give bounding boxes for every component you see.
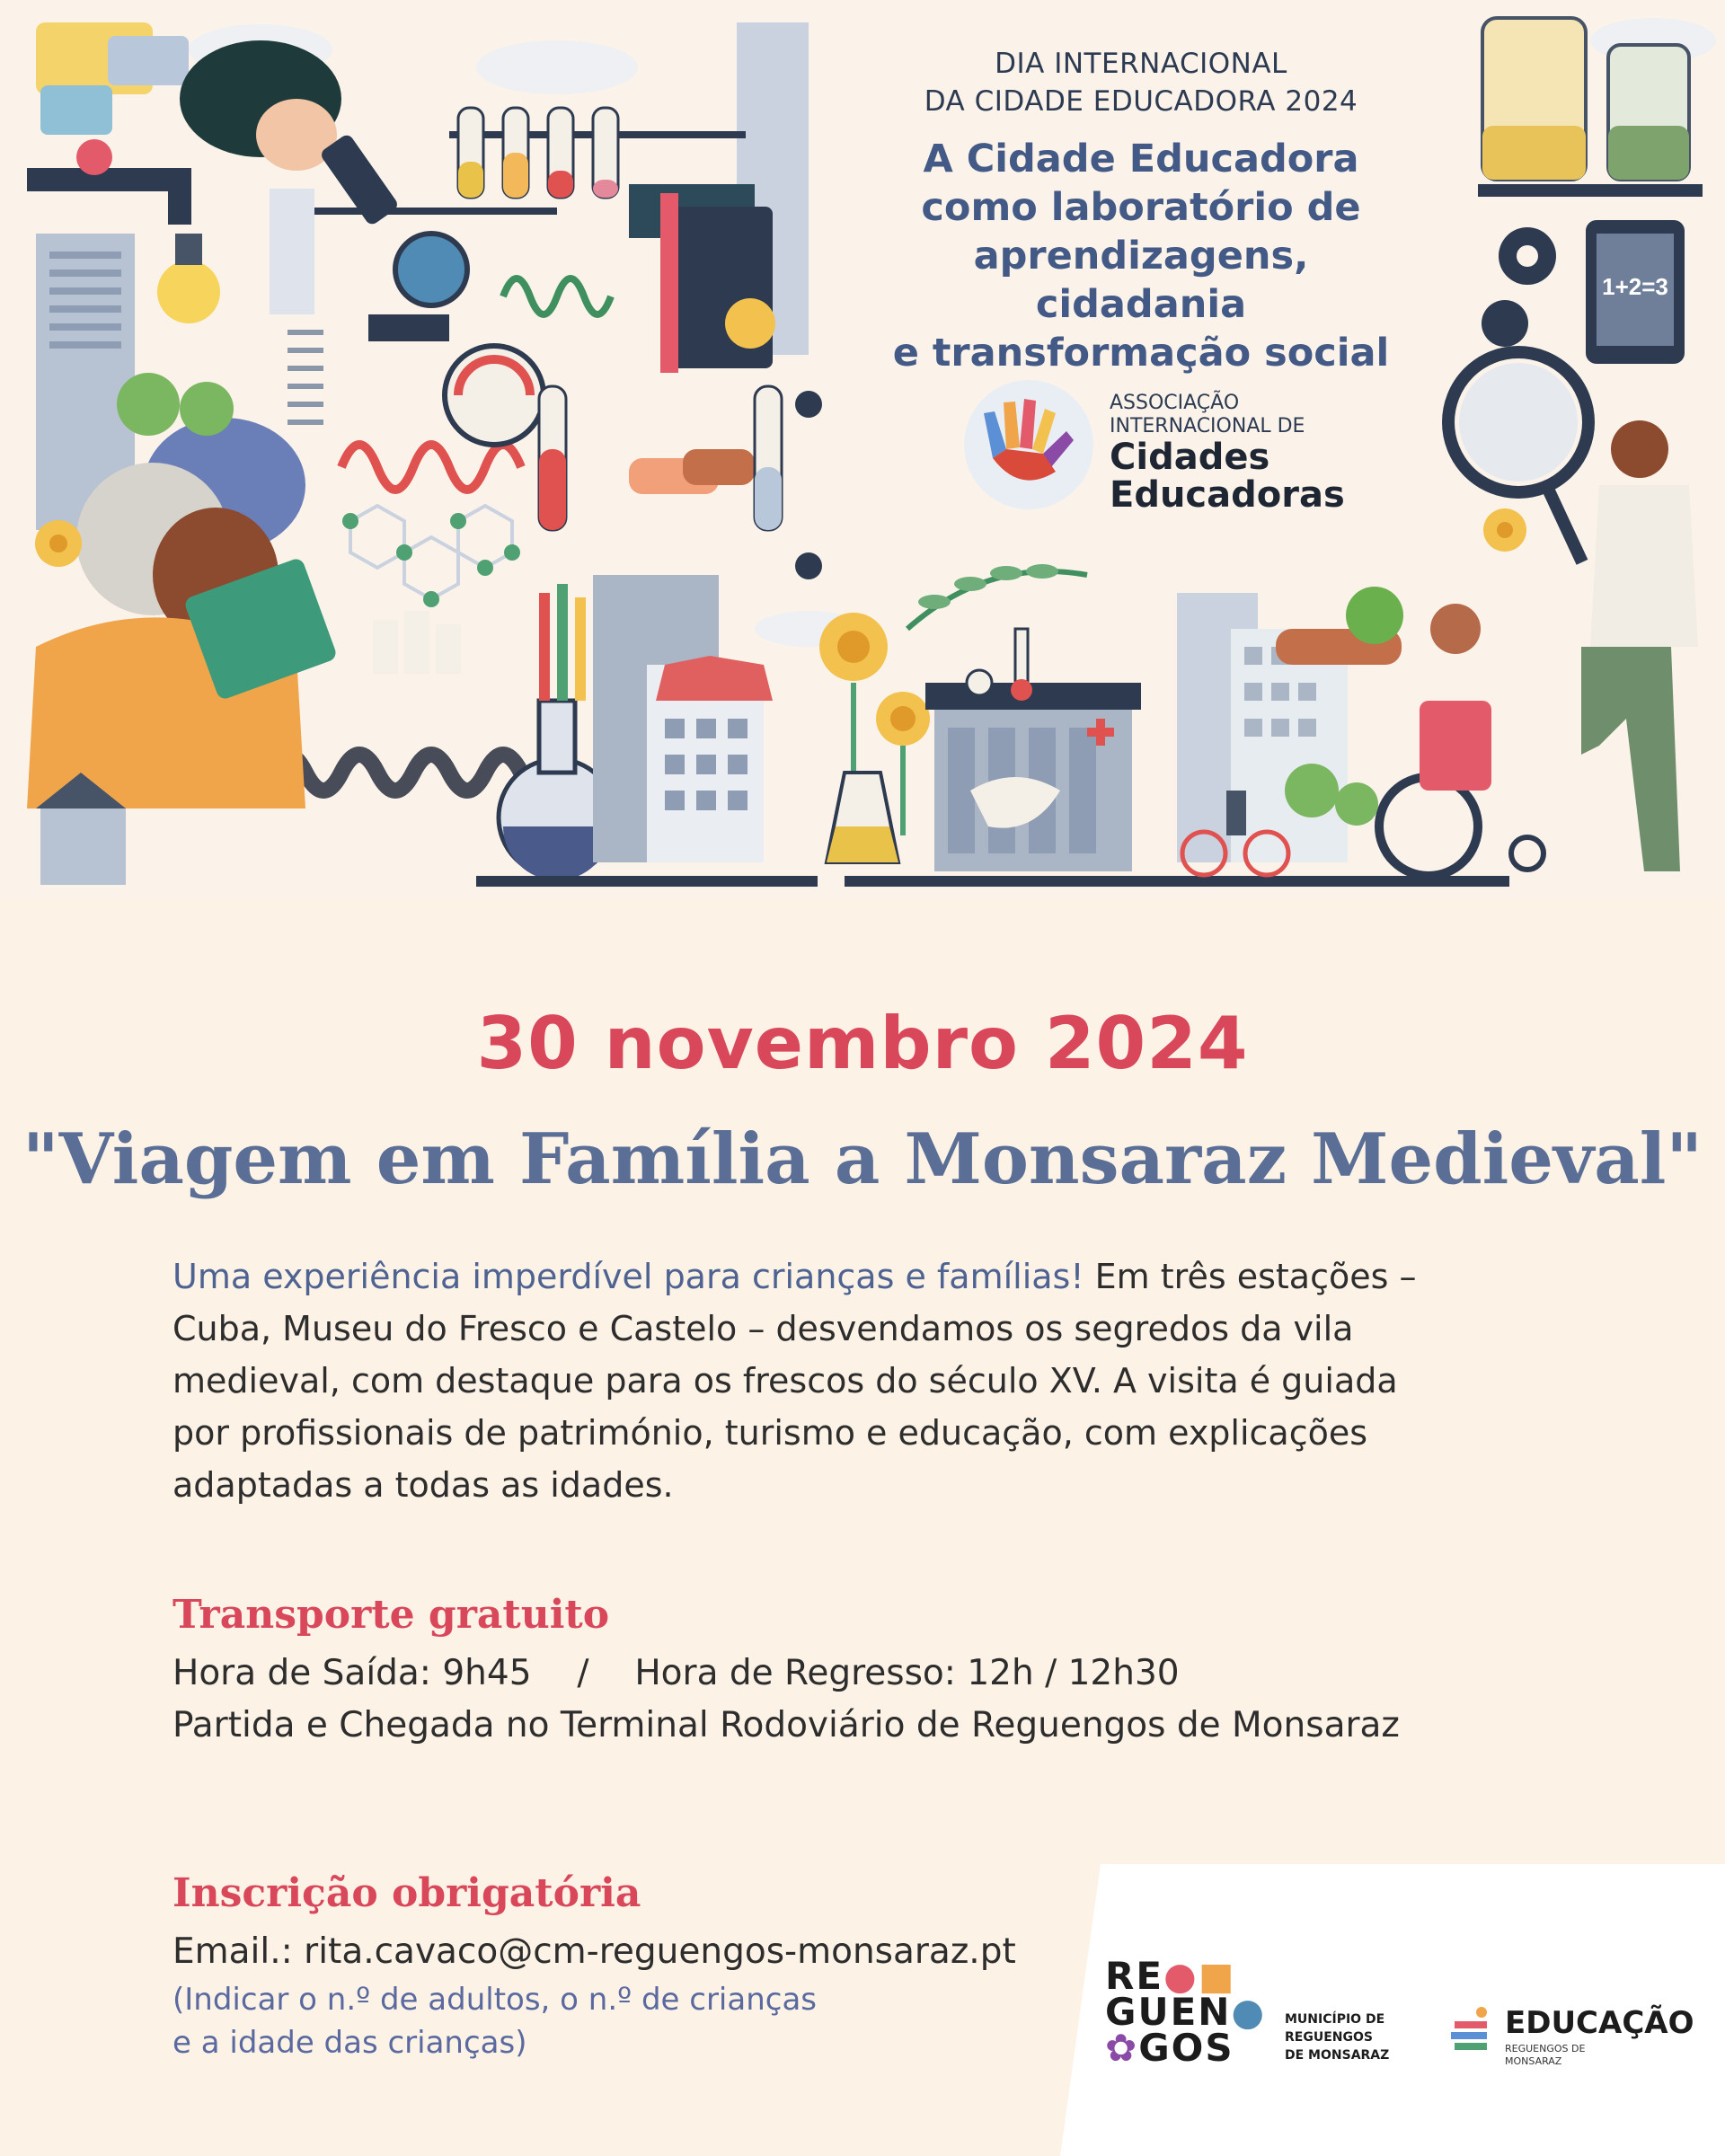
return-value: 12h / 12h30 [967, 1653, 1180, 1693]
event-description [172, 1250, 1574, 1511]
registration-note-line-1: (Indicar o n.º de adultos, o n.º de crianças [172, 1982, 818, 2018]
educacao-wordmark: EDUCAÇÃO [1505, 2005, 1694, 2041]
reguengos-row-3: GOS [1138, 2026, 1234, 2070]
aice-line-2: INTERNACIONAL DE [1110, 415, 1305, 437]
aice-line-3: Cidades [1110, 437, 1270, 478]
departure-value: 9h45 [442, 1653, 532, 1693]
municipio-reguengos-logo [1105, 1954, 1402, 2084]
aice-name [1110, 438, 1345, 514]
return-label: Hora de Regresso: [634, 1653, 956, 1693]
aice-caption [1110, 392, 1305, 438]
educacao-sub-2: MONSARAZ [1505, 2055, 1562, 2067]
event-kicker-line-2: DA CIDADE EDUCADORA 2024 [924, 85, 1358, 118]
tablet-equation: 1+2=3 [1602, 273, 1668, 300]
description-line-1 [172, 1250, 1574, 1303]
reguengos-row-1: RE [1105, 1954, 1164, 1998]
aice-logo [957, 377, 1352, 516]
registration-note [172, 1978, 817, 2064]
email-label: Email.: [172, 1931, 293, 1972]
event-date: 30 novembro 2024 [476, 1002, 1249, 1085]
aice-line-1: ASSOCIAÇÃO [1110, 392, 1240, 414]
description-line-5: adaptadas a todas as idades. [172, 1465, 674, 1505]
description-highlight: Uma experiência imperdível para crianças e famílias! [172, 1257, 1084, 1296]
header-text-block [862, 45, 1420, 377]
description-line-2: Cuba, Museu do Fresco e Castelo – desvendamos os segredos da vila [172, 1309, 1354, 1348]
event-title: "Viagem em Família a Monsaraz Medieval" [22, 1118, 1703, 1200]
registration-note-line-2: e a idade das crianças) [172, 2025, 527, 2061]
times-separator: / [577, 1653, 589, 1693]
aice-hand-icon [957, 377, 1101, 512]
transport-times [172, 1653, 1180, 1693]
theme-title-line-1: A Cidade Educadora [923, 137, 1359, 181]
event-kicker-line-1: DIA INTERNACIONAL [995, 48, 1287, 80]
municipio-line-1: MUNICÍPIO DE [1285, 2012, 1385, 2027]
theme-title-line-4: e transformação social [892, 331, 1390, 376]
reguengos-wordmark: RE●■ GUEN● ✿GOS [1105, 1954, 1267, 2070]
transport-location: Partida e Chegada no Terminal Rodoviário de Reguengos de Monsaraz [172, 1705, 1400, 1745]
theme-title-line-3: aprendizagens, cidadania [973, 234, 1309, 327]
stacked-books-icon [1451, 2005, 1496, 2059]
description-line-1-rest: Em três estações – [1084, 1257, 1417, 1296]
description-line-3: medieval, com destaque para os frescos do século XV. A visita é guiada [172, 1361, 1398, 1401]
aice-line-4: Educadoras [1110, 474, 1345, 516]
registration-email-line [172, 1931, 1016, 1972]
description-line-4: por profissionais de património, turismo e educação, com explicações [172, 1413, 1368, 1453]
municipio-caption [1285, 2010, 1389, 2064]
theme-title-line-2: como laboratório de [921, 185, 1361, 230]
transport-heading: Transporte gratuito [172, 1592, 610, 1638]
registration-heading: Inscrição obrigatória [172, 1870, 641, 1916]
municipio-line-2: REGUENGOS [1285, 2030, 1373, 2045]
educacao-caption [1505, 2043, 1585, 2068]
departure-label: Hora de Saída: [172, 1653, 431, 1693]
educacao-logo [1451, 2005, 1694, 2077]
theme-title [862, 135, 1420, 377]
educacao-sub-1: REGUENGOS DE [1505, 2043, 1586, 2054]
email-address[interactable]: rita.cavaco@cm-reguengos-monsaraz.pt [304, 1931, 1016, 1972]
reguengos-row-2: GUEN [1105, 1990, 1232, 2034]
municipio-line-3: DE MONSARAZ [1285, 2048, 1390, 2063]
